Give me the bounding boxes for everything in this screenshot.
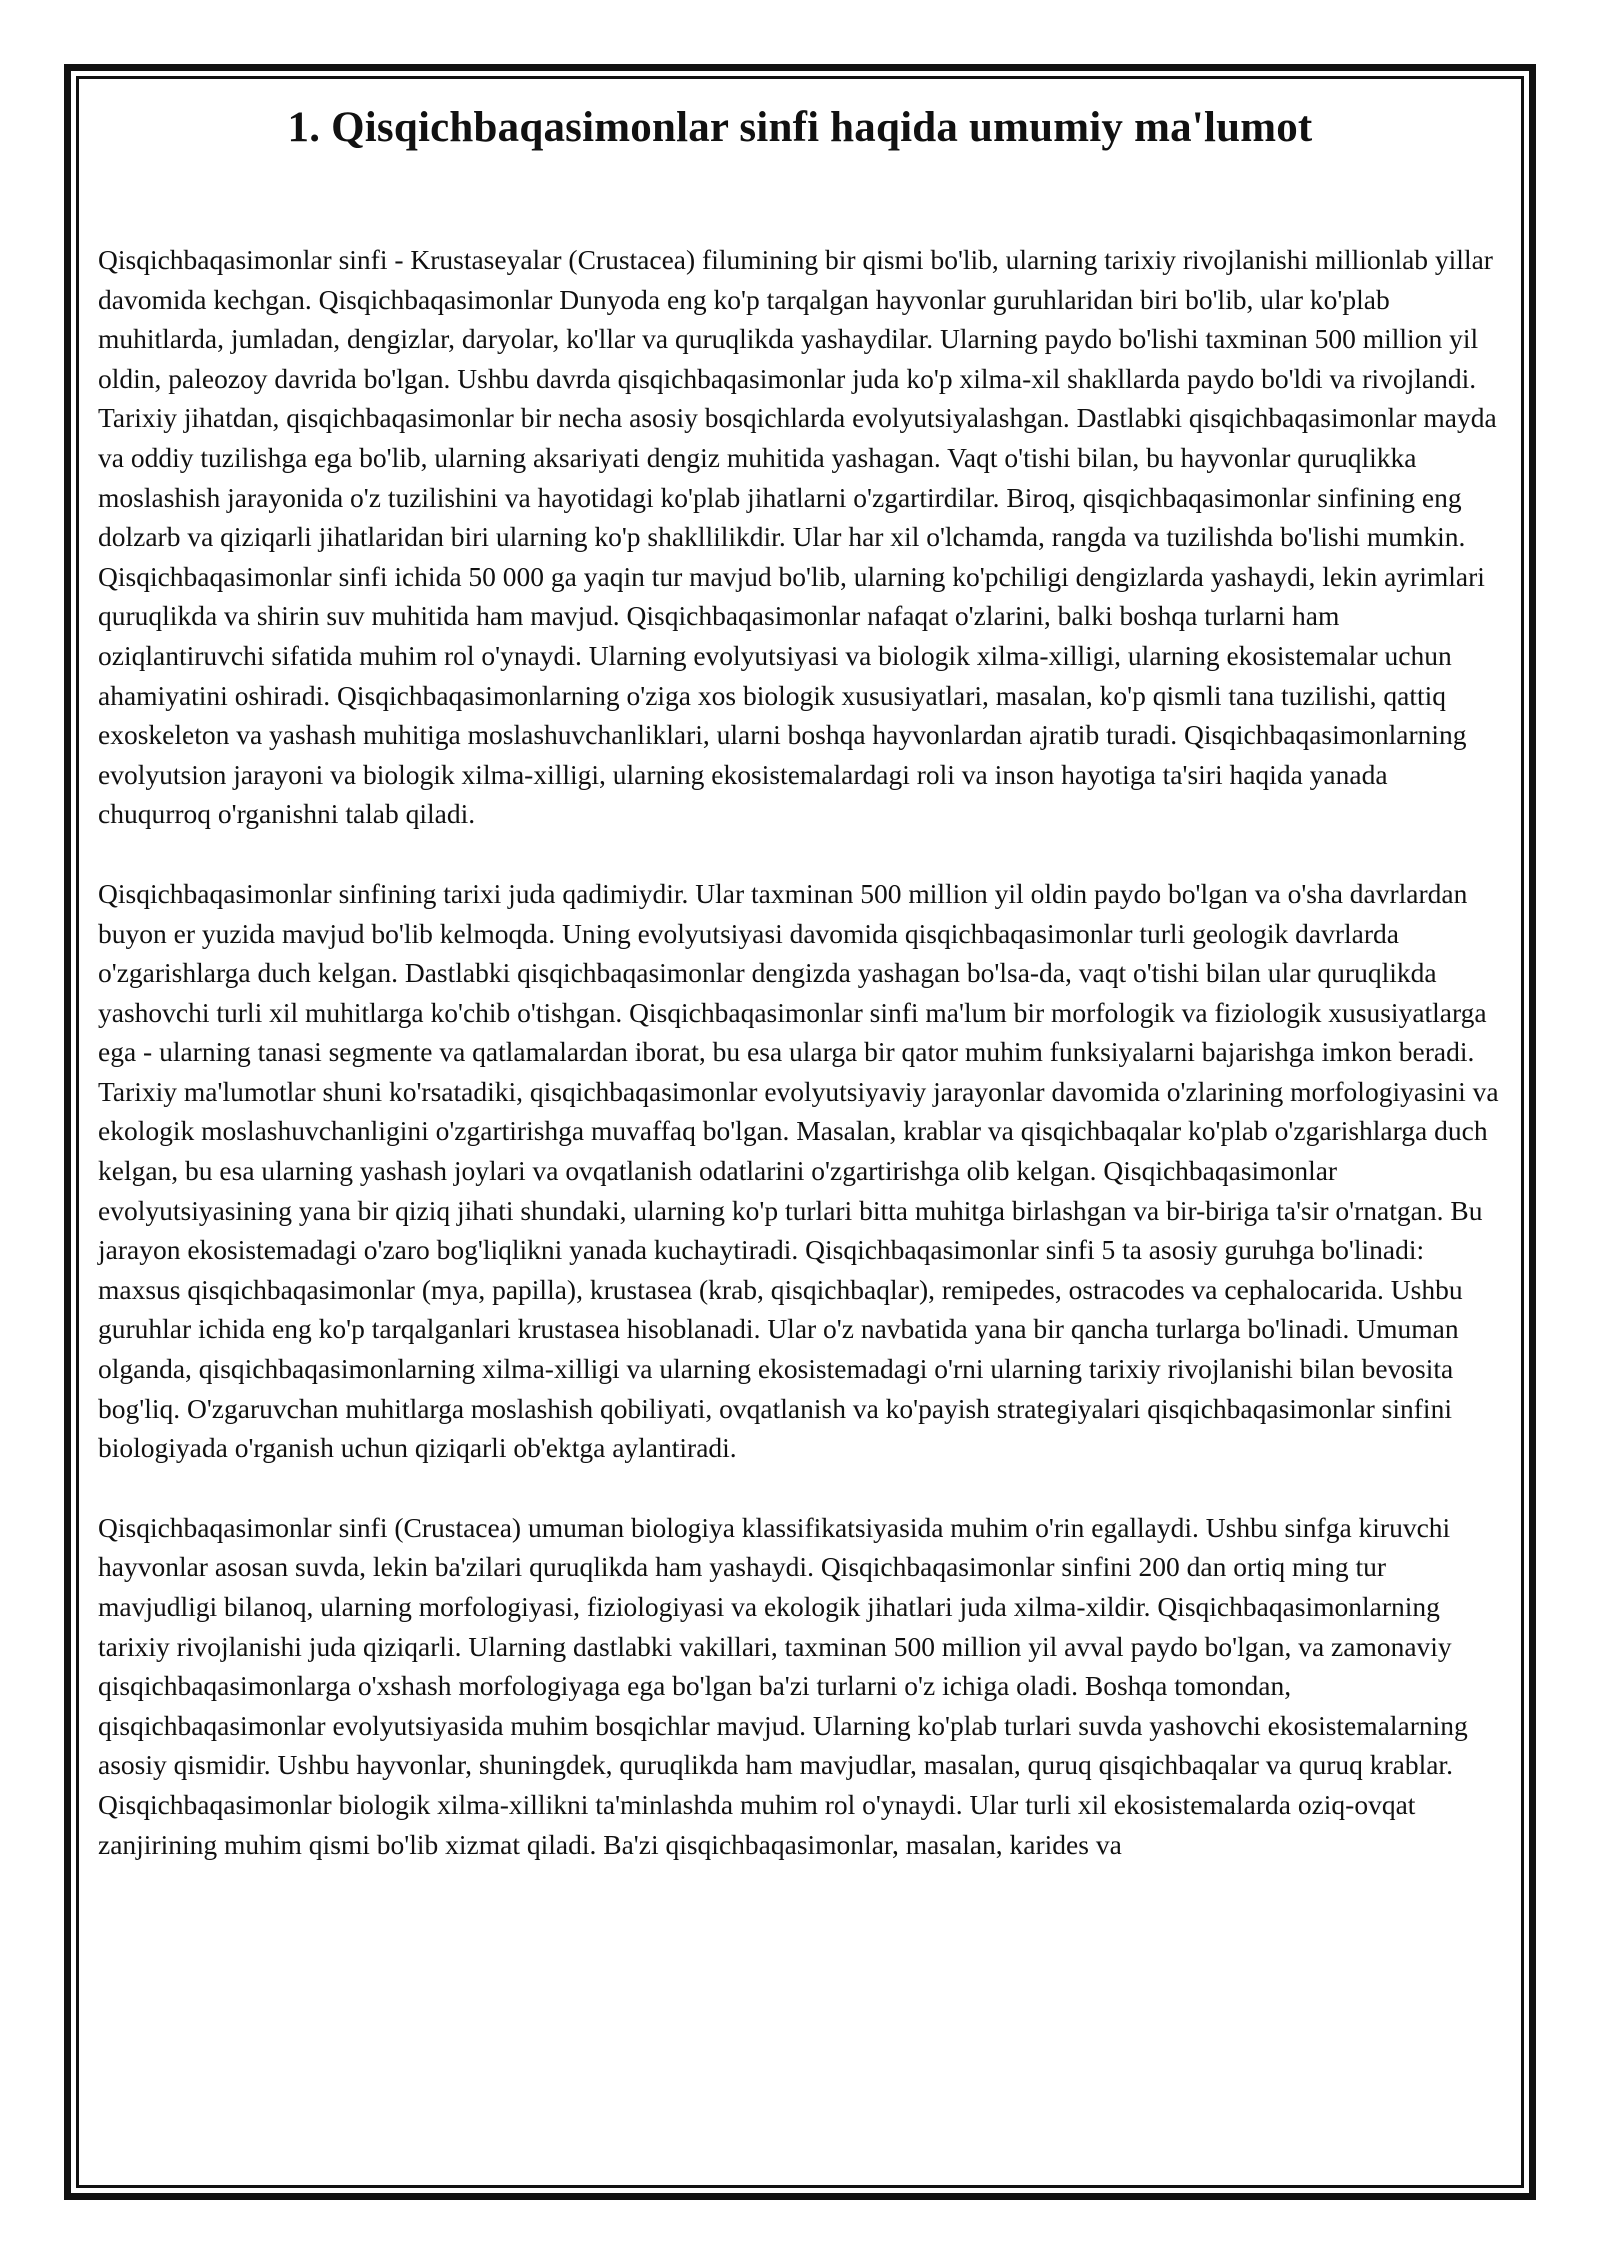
paragraph-2: Qisqichbaqasimonlar sinfining tarixi juda qadimiydir. Ular taxminan 500 million yil oldin paydo bo'lgan va o'sha davrlardan buyon er yuzida mavjud bo'lib kelmoqda. Uning evolyutsiyasi davomida qisqichbaqasimonlar turli geologik davrlarda o'zgarishlarga duch kelgan. Dastlabki qisqichbaqasimonlar dengizda yashagan bo'lsa-da, vaqt o'tishi bilan ular quruqlikda yashovchi turli xil muhitlarga ko'chib o'tishgan. Qisqichbaqasimonlar sinfi ma'lum bir morfologik va fiziologik xususiyatlarga ega - ularning tanasi segmente va qatlamalardan iborat, bu esa ularga bir qator muhim funksiyalarni bajarishga imkon beradi. Tarixiy ma'lumotlar shuni ko'rsatadiki, qisqichbaqasimonlar evolyutsiyaviy jarayonlar davomida o'zlarining morfologiyasini va ekologik moslashuvchanligini o'zgartirishga muvaffaq bo'lgan. Masalan, krablar va qisqichbaqalar ko'plab o'zgarishlarga duch kelgan, bu esa ularning yashash joylari va ovqatlanish odatlarini o'zgartirishga olib kelgan. Qisqichbaqasimonlar evolyutsiyasining yana bir qiziq jihati shundaki, ularning ko'p turlari bitta muhitga birlashgan va bir-biriga ta'sir o'rnatgan. Bu jarayon ekosistemadagi o'zaro bog'liqlikni yanada kuchaytiradi. Qisqichbaqasimonlar sinfi 5 ta asosiy guruhga bo'linadi: maxsus qisqichbaqasimonlar (mya, papilla), krustasea (krab, qisqichbaqlar), remipedes, ostracodes va cephalocarida. Ushbu guruhlar ichida eng ko'p tarqalganlari krustasea hisoblanadi. Ular o'z navbatida yana bir qancha turlarga bo'linadi. Umuman olganda, qisqichbaqasimonlarning xilma-xilligi va ularning ekosistemadagi o'rni ularning tarixiy rivojlanishi bilan bevosita bog'liq. O'zgaruvchan muhitlarga moslashish qobiliyati, ovqatlanish va ko'payish strategiyalari qisqichbaqasimonlar sinfini biologiyada o'rganish uchun qiziqarli ob'ektga aylantiradi. [98, 877, 1499, 1464]
page-title: 1. Qisqichbaqasimonlar sinfi haqida umumiy ma'lumot [287, 104, 1313, 151]
paragraph-3: Qisqichbaqasimonlar sinfi (Crustacea) umuman biologiya klassifikatsiyasida muhim o'rin egallaydi. Ushbu sinfga kiruvchi hayvonlar asosan suvda, lekin ba'zilari quruqlikda ham yashaydi. Qisqichbaqasimonlar sinfini 200 dan ortiq ming tur mavjudligi bilanoq, ularning morfologiyasi, fiziologiyasi va ekologik jihatlari juda xilma-xildir. Qisqichbaqasimonlarning tarixiy rivojlanishi juda qiziqarli. Ularning dastlabki vakillari, taxminan 500 million yil avval paydo bo'lgan, va zamonaviy qisqichbaqasimonlarga o'xshash morfologiyaga ega bo'lgan ba'zi turlarni o'z ichiga oladi. Boshqa tomondan, qisqichbaqasimonlar evolyutsiyasida muhim bosqichlar mavjud. Ularning ko'plab turlari suvda yashovchi ekosistemalarning asosiy qismidir. Ushbu hayvonlar, shuningdek, quruqlikda ham mavjudlar, masalan, quruq qisqichbaqalar va quruq krablar. Qisqichbaqasimonlar biologik xilma-xillikni ta'minlashda muhim rol o'ynaydi. Ular turli xil ekosistemalarda oziq-ovqat zanjirining muhim qismi bo'lib xizmat qiladi. Ba'zi qisqichbaqasimonlar, masalan, karides va [98, 1511, 1468, 1860]
paragraph-1: Qisqichbaqasimonlar sinfi - Krustaseyalar (Crustacea) filumining bir qismi bo'lib, ularning tarixiy rivojlanishi millionlab yillar davomida kechgan. Qisqichbaqasimonlar Dunyoda eng ko'p tarqalgan hayvonlar guruhlaridan biri bo'lib, ular ko'plab muhitlarda, jumladan, dengizlar, daryolar, ko'llar va quruqlikda yashaydilar. Ularning paydo bo'lishi taxminan 500 million yil oldin, paleozoy davrida bo'lgan. Ushbu davrda qisqichbaqasimonlar juda ko'p xilma-xil shakllarda paydo bo'ldi va rivojlandi. Tarixiy jihatdan, qisqichbaqasimonlar bir necha asosiy bosqichlarda evolyutsiyalashgan. Dastlabki qisqichbaqasimonlar mayda va oddiy tuzilishga ega bo'lib, ularning aksariyati dengiz muhitida yashagan. Vaqt o'tishi bilan, bu hayvonlar quruqlikka moslashish jarayonida o'z tuzilishini va hayotidagi ko'plab jihatlarni o'zgartirdilar. Biroq, qisqichbaqasimonlar sinfining eng dolzarb va qiziqarli jihatlaridan biri ularning ko'p shakllilikdir. Ular har xil o'lchamda, rangda va tuzilishda bo'lishi mumkin. Qisqichbaqasimonlar sinfi ichida 50 000 ga yaqin tur mavjud bo'lib, ularning ko'pchiligi dengizlarda yashaydi, lekin ayrimlari quruqlikda va shirin suv muhitida ham mavjud. Qisqichbaqasimonlar nafaqat o'zlarini, balki boshqa turlarni ham oziqlantiruvchi sifatida muhim rol o'ynaydi. Ularning evolyutsiyasi va biologik xilma-xilligi, ularning ekosistemalar uchun ahamiyatini oshiradi. Qisqichbaqasimonlarning o'ziga xos biologik xususiyatlari, masalan, ko'p qismli tana tuzilishi, qattiq exoskeleton va yashash muhitiga moslashuvchanliklari, ularni boshqa hayvonlardan ajratib turadi. Qisqichbaqasimonlarning evolyutsion jarayoni va biologik xilma-xilligi, ularning ekosistemalardagi roli va inson hayotiga ta'siri haqida yanada chuqurroq o'rganishni talab qiladi. [98, 244, 1497, 830]
body-text [98, 240, 1502, 1904]
